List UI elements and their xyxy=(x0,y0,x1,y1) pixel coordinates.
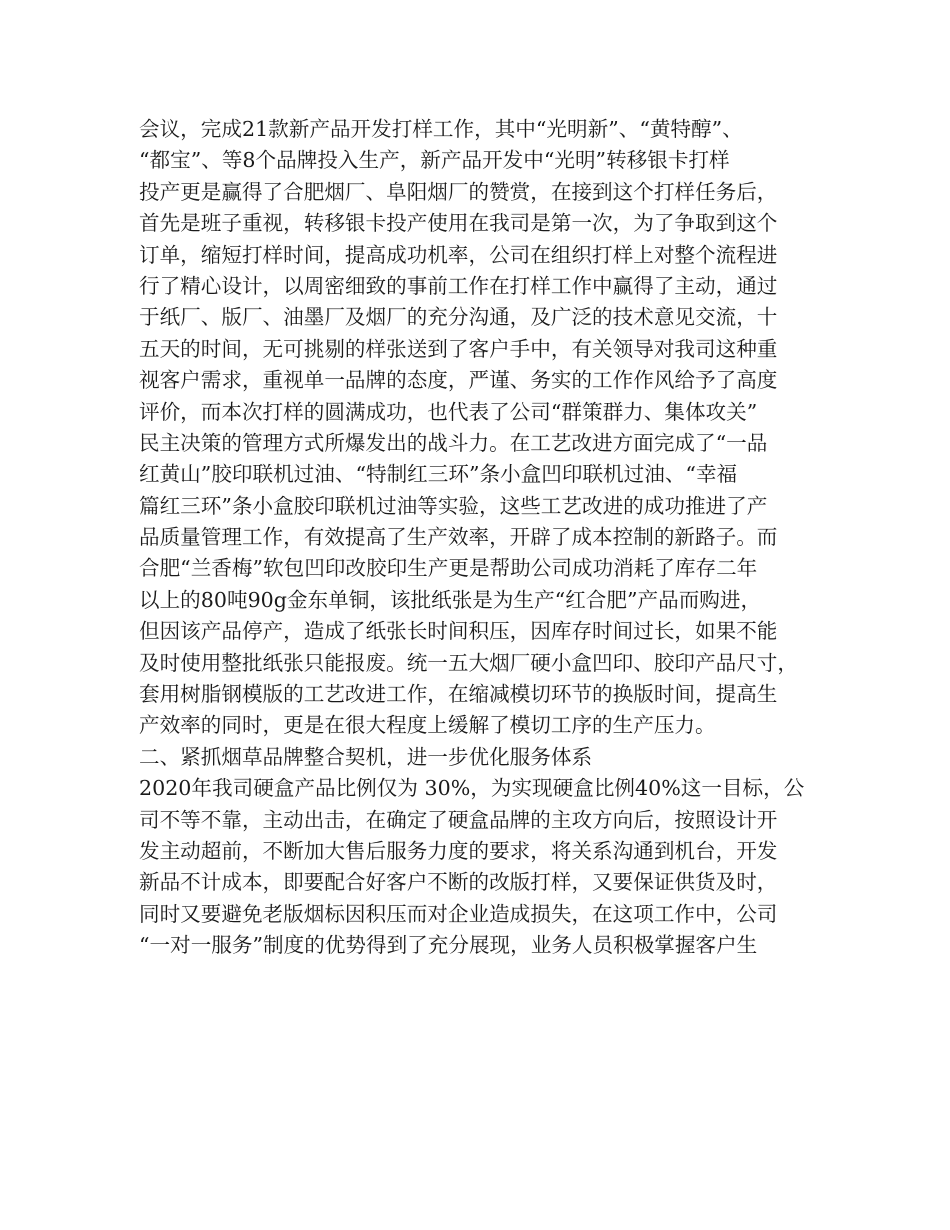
body-text xyxy=(139,114,829,962)
text-line-16: 以上的80吨90g金东单铜，该批纸张是为生产“红合肥”产品而购进， xyxy=(139,587,762,612)
text-line-2: “都宝”、等8个品牌投入生产，新产品开发中“光明”转移银卡打样 xyxy=(139,148,730,173)
text-line-5: 订单，缩短打样时间，提高成功机率，公司在组织打样上对整个流程进 xyxy=(139,242,778,267)
text-line-9: 视客户需求，重视单一品牌的态度，严谨、务实的工作作风给予了高度 xyxy=(139,368,778,393)
text-line-8: 五天的时间，无可挑剔的样张送到了客户手中，有关领导对我司这种重 xyxy=(139,336,778,361)
text-line-18: 及时使用整批纸张只能报废。统一五大烟厂硬小盒凹印、胶印产品尺寸， xyxy=(139,650,798,675)
text-line-3: 投产更是赢得了合肥烟厂、阜阳烟厂的赞赏，在接到这个打样任务后， xyxy=(139,179,778,204)
text-line-27: “一对一服务”制度的优势得到了充分展现，业务人员积极掌握客户生 xyxy=(139,933,758,958)
text-line-19: 套用树脂钢模版的工艺改进工作，在缩减模切环节的换版时间，提高生 xyxy=(139,682,778,707)
text-line-1: 会议，完成21款新产品开发打样工作，其中“光明新”、“黄特醇”、 xyxy=(139,117,743,141)
text-line-26: 同时又要避免老版烟标因积压而对企业造成损失，在这项工作中，公司 xyxy=(139,901,778,926)
text-line-10: 评价，而本次打样的圆满成功，也代表了公司“群策群力、集体攻关” xyxy=(139,399,758,424)
text-line-25: 新品不计成本，即要配合好客户不断的改版打样，又要保证供货及时， xyxy=(139,870,778,895)
text-line-20: 产效率的同时，更是在很大程度上缓解了模切工序的生产压力。 xyxy=(139,713,716,738)
text-line-15: 合肥“兰香梅”软包凹印改胶印生产更是帮助公司成功消耗了库存二年 xyxy=(139,556,758,581)
text-line-17: 但因该产品停产，造成了纸张长时间积压，因库存时间过长，如果不能 xyxy=(139,619,778,644)
text-line-14: 品质量管理工作，有效提高了生产效率，开辟了成本控制的新路子。而 xyxy=(139,525,778,550)
text-line-23: 司不等不靠，主动出击，在确定了硬盒品牌的主攻方向后，按照设计开 xyxy=(139,807,778,832)
text-line-22: 2020年我司硬盒产品比例仅为 30%，为实现硬盒比例40%这一目标，公 xyxy=(139,776,805,801)
text-line-7: 于纸厂、版厂、油墨厂及烟厂的充分沟通，及广泛的技术意见交流，十 xyxy=(139,305,778,330)
text-line-12: 红黄山”胶印联机过油、“特制红三环”条小盒凹印联机过油、“幸福 xyxy=(139,462,738,487)
text-line-6: 行了精心设计，以周密细致的事前工作在打样工作中赢得了主动，通过 xyxy=(139,273,778,298)
text-line-24: 发主动超前，不断加大售后服务力度的要求，将关系沟通到机台，开发 xyxy=(139,838,778,863)
text-line-11: 民主决策的管理方式所爆发出的战斗力。在工艺改进方面完成了“一品 xyxy=(139,430,768,455)
text-line-4: 首先是班子重视，转移银卡投产使用在我司是第一次，为了争取到这个 xyxy=(139,211,778,236)
text-line-13: 篇红三环”条小盒胶印联机过油等实验，这些工艺改进的成功推进了产 xyxy=(139,493,768,518)
section-heading: 二、紧抓烟草品牌整合契机，进一步优化服务体系 xyxy=(139,744,593,769)
